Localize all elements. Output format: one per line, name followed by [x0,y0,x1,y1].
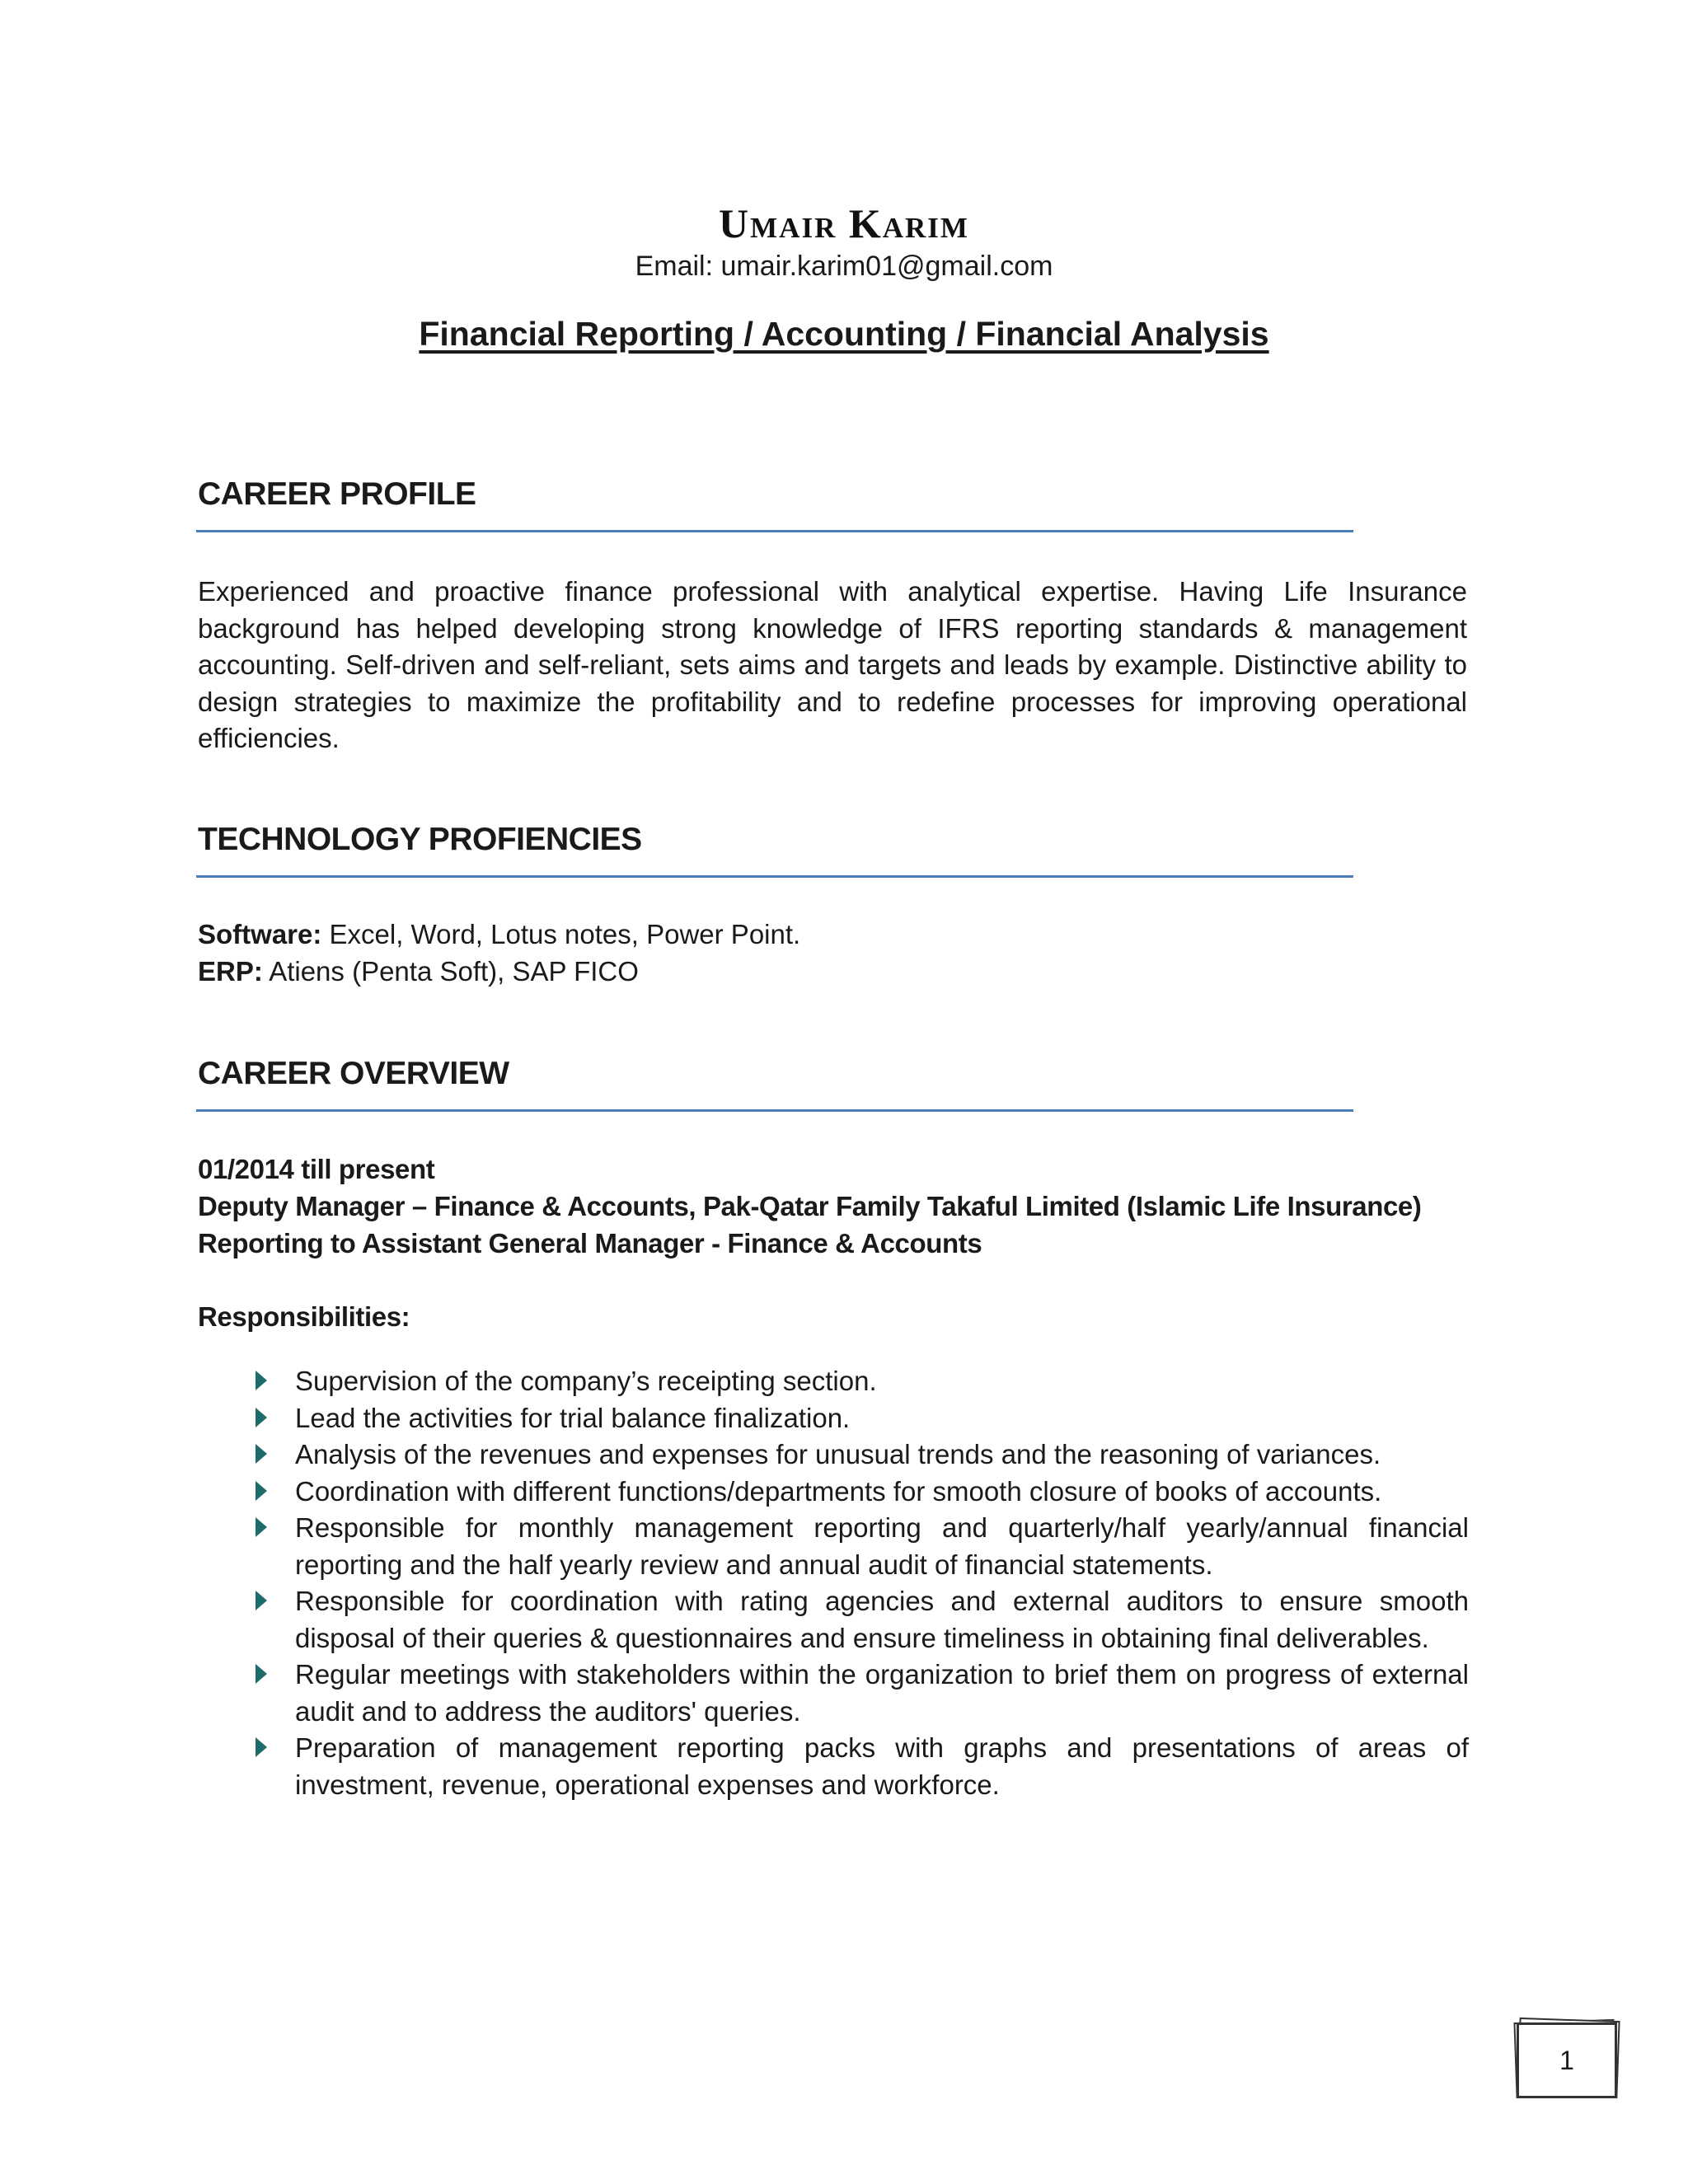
list-item: Regular meetings with stakeholders within the organization to brief them on progress of external audit and to address the auditors' queries. [198,1657,1469,1730]
responsibilities-list [198,1363,1469,1803]
erp-label: ERP: [198,956,263,987]
arrow-bullet-icon [256,1517,267,1537]
list-item: Responsible for monthly management reporting and quarterly/half yearly/annual financial reporting and the half yearly review and annual audit of financial statements. [198,1510,1469,1583]
section-title-career-profile: CAREER PROFILE [198,476,476,512]
list-item: Responsible for coordination with rating agencies and external auditors to ensure smooth disposal of their queries & questionnaires and ensure timeliness in obtaining final deliverables. [198,1583,1469,1657]
arrow-bullet-icon [256,1408,267,1427]
section-divider [196,530,1353,532]
section-divider [196,1109,1353,1112]
candidate-name: Umair Karim [719,200,969,246]
erp-line [198,954,639,991]
list-item: Analysis of the revenues and expenses for unusual trends and the reasoning of variances. [198,1436,1469,1474]
job-period: 01/2014 till present [198,1154,435,1184]
section-title-career-overview: CAREER OVERVIEW [198,1056,509,1091]
job-position: Deputy Manager – Finance & Accounts, Pak-Qatar Family Takaful Limited (Islamic Life Insurance) [198,1191,1422,1221]
job-reporting: Reporting to Assistant General Manager - Finance & Accounts [198,1228,982,1258]
software-label: Software: [198,919,322,949]
list-item: Supervision of the company’s receipting section. [198,1363,1469,1400]
software-value: Excel, Word, Lotus notes, Power Point. [321,919,801,949]
list-item: Coordination with different functions/departments for smooth closure of books of accounts. [198,1474,1469,1511]
responsibilities-label: Responsibilities: [198,1301,410,1332]
software-line [198,916,800,954]
headline: Financial Reporting / Accounting / Financial Analysis [419,315,1269,353]
arrow-bullet-icon [256,1444,267,1464]
erp-value: Atiens (Penta Soft), SAP FICO [262,956,639,987]
arrow-bullet-icon [256,1591,267,1610]
page-number: 1 [1559,2046,1574,2075]
email-line: Email: umair.karim01@gmail.com [635,251,1053,282]
section-divider [196,875,1353,878]
arrow-bullet-icon [256,1664,267,1684]
arrow-bullet-icon [256,1481,267,1501]
list-item: Lead the activities for trial balance finalization. [198,1400,1469,1437]
section-title-technology: TECHNOLOGY PROFIENCIES [198,822,642,857]
career-profile-text: Experienced and proactive finance professional with analytical expertise. Having Life Insurance background has helped developing strong knowledge of IFRS reporting standards & management accounting. Self-driven and self-reliant, sets aims and targets and leads by example. Distinctive ability to design strategies to maximize the profitability and to redefine processes for improving operational efficiencies. [198,576,1467,753]
arrow-bullet-icon [256,1371,267,1390]
list-item: Preparation of management reporting packs with graphs and presentations of areas of investment, revenue, operational expenses and workforce. [198,1730,1469,1803]
arrow-bullet-icon [256,1737,267,1757]
page-number-box [1513,2018,1619,2100]
